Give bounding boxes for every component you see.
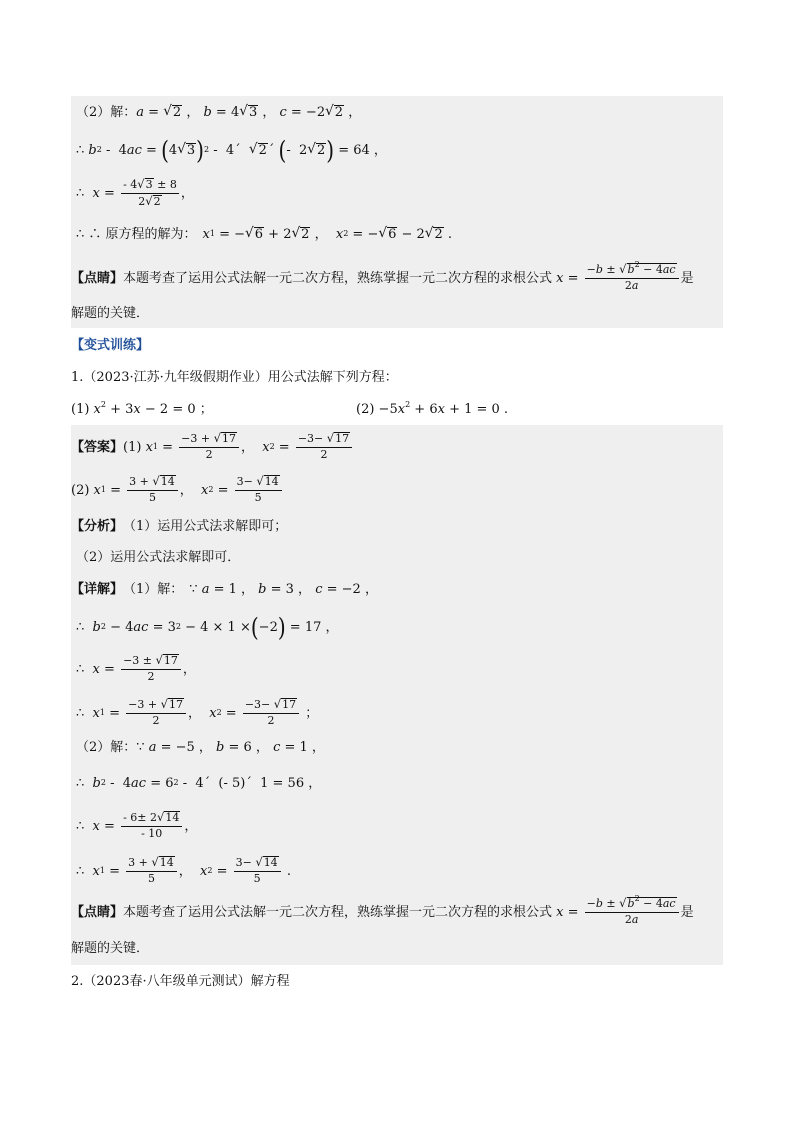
comment2-end: 是: [680, 904, 694, 920]
part2-line: （2）解： a = √ 2 ， b = 4 √ 3 ， c = −2 √ 2 ，: [76, 102, 362, 120]
analysis-line-2: [76, 542, 240, 572]
detail-sol-1: ∴ x 1 = −3 + √ 17 2 ， x 2 = −3− √ 17 2 ；: [76, 697, 319, 727]
analysis-text-1: （1）运用公式法求解即可；: [123, 518, 288, 534]
comment-line-1b: [71, 298, 149, 328]
detail-line-2: （2）解： ∵ a = −5 ， b = 6 ， c = 1 ，: [76, 739, 325, 755]
detail-disc-2: ∴ b 2 - 4 ac = 6 2 - 4´ (- 5)´ 1 = 56 ，: [76, 775, 322, 791]
q1-sub1: (1) $x^2 + 3x - 2 = 0$ ；: [71, 399, 213, 417]
comment-tag: 【点睛】: [71, 270, 124, 286]
comment-text: 本题考查了运用公式法解一元二次方程，熟练掌握一元二次方程的求根公式: [123, 270, 553, 286]
q2-stem: 2.（2023春·八年级单元测试）解方程: [71, 973, 290, 989]
x-formula-line-1: ∴ x = - 4 √ 3 ± 8 2 √ 2 ，: [76, 176, 194, 208]
q1-sub2: $(2) -5x^2 + 6x + 1 = 0$ .: [356, 399, 509, 417]
comment2-tag: 【点睛】: [71, 904, 124, 920]
analysis-text-2: （2）运用公式法求解即可．: [76, 549, 241, 565]
comment-line-2b: [71, 933, 149, 963]
solution-label: ∴ 原方程的解为：: [88, 226, 197, 242]
detail-tag: 【详解】: [71, 581, 124, 597]
answer-line-2: (2) x 1 = 3 + √ 14 5 ， x 2 = 3− √ 14 5: [71, 471, 284, 509]
q1-stem: 1.（2023·江苏·九年级假期作业）用公式法解下列方程：: [71, 369, 398, 385]
detail-disc-1: ∴ b 2 − 4 ac = 3 2 − 4 × 1 × ( −2 ) = 17 ，: [76, 612, 339, 642]
discriminant-result: 64: [353, 142, 370, 158]
q2-stem-line: [71, 966, 290, 996]
detail-line-1: 【详解】 （1）解： ∵ a = 1 ， b = 3 ， c = −2 ，: [71, 581, 378, 597]
answer-line-1: 【答案】 (1) x 1 = −3 + √ 17 2 ， x 2 = −3− √ 17 2: [71, 428, 354, 466]
comment-end: 是: [680, 270, 694, 286]
comment-line2: 解题的关键．: [71, 305, 150, 321]
variant-heading: 【变式训练】: [71, 337, 150, 353]
q1-subparts-line: [71, 394, 711, 424]
comment2-line2: 解题的关键．: [71, 940, 150, 956]
detail-p2-label: （2）解：: [76, 739, 137, 755]
comment2-text: 本题考查了运用公式法解一元二次方程，熟练掌握一元二次方程的求根公式: [123, 904, 553, 920]
part2-label: （2）解：: [76, 104, 137, 120]
comment-line-2: 【点睛】 本题考查了运用公式法解一元二次方程，熟练掌握一元二次方程的求根公式 x = −b ± √ $b^2 - 4ac$ 2a 是: [71, 894, 694, 926]
detail-x-1: ∴ x = −3 ± √ 17 2 ，: [76, 653, 196, 683]
detail-sol-2: ∴ x 1 = 3 + √ 14 5 ， x 2 = 3− √ 14 5 .: [76, 855, 291, 885]
detail-x-2: ∴ x = - 6± 2 √ 14 - 10 ，: [76, 810, 198, 840]
solution-line-1: ∴ ∴ 原方程的解为： x 1 = − √ 6 + 2 √ 2 ， x 2 = − √ 6 − 2 √ 2 .: [76, 224, 453, 242]
answer-tag: 【答案】: [71, 439, 124, 455]
comment-line-1: 【点睛】 本题考查了运用公式法解一元二次方程，熟练掌握一元二次方程的求根公式 x = −b ± √ $b^2 - 4ac$ 2a 是: [71, 260, 694, 292]
analysis-line-1: [71, 511, 287, 541]
analysis-tag: 【分析】: [71, 518, 124, 534]
variant-heading-line: [71, 330, 149, 360]
q1-stem-line: [71, 362, 398, 392]
discriminant-line-1: ∴ b 2 - 4 ac = ( 4 √ 3 ) 2 - 4´ √ 2 ´ ( - 2 √ 2 ) = 64 ，: [76, 135, 387, 165]
